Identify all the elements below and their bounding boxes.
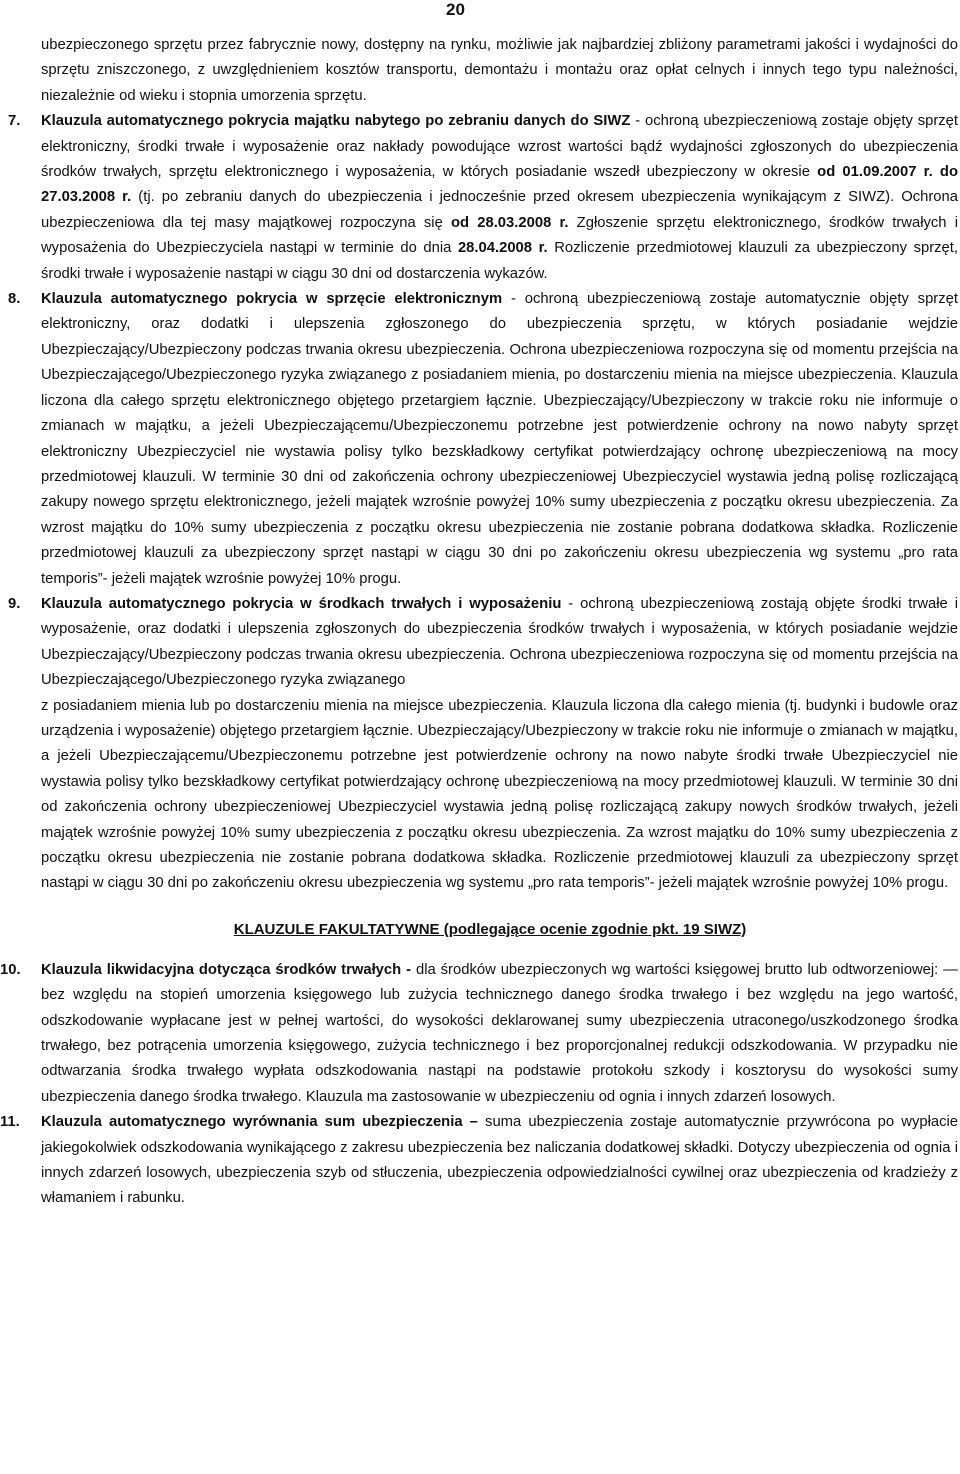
clause-text-continued: z posiadaniem mienia lub po dostarczeniu mienia na miejsce ubezpieczenia. Klauzula liczona dla całego mienia (tj. budynki i budowle oraz urządzenia i wyposażenie) objętego przetargiem łącznie. Ubezpieczający/Ubezpieczony w trakcie roku nie informuje o zmianach w majątku, a jeżeli Ubezpieczającemu/Ubezpieczonemu potrzebne jest potwierdzenie ochrony na nowo nabyte środki trwałe Ubezpieczyciel nie wystawia polisy tylko bezskładkowy certyfikat potwierdzający ochronę ubezpieczeniową na mocy przedmiotowej klauzuli. W terminie 30 dni od zakończenia ochrony ubezpieczeniowej Ubezpieczyciel wystawia jedną polisę rozliczającą zakupy nowych środków trwałych, jeżeli majątek wzrośnie powyżej 10% sumy ubezpieczenia z początku okresu ubezpieczenia. Za wzrost majątku do 10% sumy ubezpieczenia z początku okresu ubezpieczenia nie zostanie pobrana dodatkowa składka. Rozliczenie przedmiotowej klauzuli za ubezpieczony sprzęt nastąpi w ciągu 30 dni po zakończeniu okresu ubezpieczenia wg systemu „pro rata temporis”- jeżeli majątek wzrośnie powyżej 10% progu.	[41, 697, 958, 892]
clause-number: 9.	[8, 595, 21, 612]
clause-title: Klauzula automatycznego pokrycia majątku nabytego po zebraniu danych do SIWZ	[41, 113, 631, 130]
clause-number: 11.	[0, 1114, 20, 1131]
clause-7	[0, 109, 960, 287]
clause-text: (tj. po zebraniu danych do ubezpieczenia i jednocześnie przed okresem ubezpieczenia wynikającym z SIWZ). Ochrona ubezpieczeniowa dla tej masy majątkowej rozpoczyna się	[41, 189, 958, 231]
clause-number: 10.	[0, 961, 21, 978]
clause-number: 7.	[8, 113, 21, 130]
clause-9	[0, 592, 960, 897]
section-title: KLAUZULE FAKULTATYWNE (podlegające ocenie zgodnie pkt. 19 SIWZ)	[233, 920, 747, 938]
clause-title: Klauzula automatycznego wyrównania sum ubezpieczenia –	[41, 1114, 478, 1131]
page-number: 20	[446, 0, 465, 19]
clause-date: od 01.09.2007 r. do 27.03.2008 r.	[41, 164, 958, 206]
clause-text: Zgłoszenie sprzętu elektronicznego, środków trwałych i wyposażenia do Ubezpieczyciela nastąpi w terminie do dnia	[41, 214, 958, 257]
clause-8	[0, 287, 960, 592]
clause-text: Rozliczenie przedmiotowej klauzuli za ubezpieczony sprzęt, środki trwałe i wyposażenie nastąpi w ciągu 30 dni od dostarczenia wykazów.	[41, 240, 958, 282]
clause-title: Klauzula likwidacyjna dotycząca środków trwałych -	[41, 961, 412, 978]
clause-11	[0, 1110, 960, 1212]
clause-number: 8.	[8, 291, 21, 308]
clause-date: 28.04.2008 r.	[457, 240, 548, 257]
intro-paragraph: ubezpieczonego sprzętu przez fabrycznie nowy, dostępny na rynku, możliwie jak najbardziej zbliżony parametrami jakości i wydajności do sprzętu zniszczonego, z uwzględnieniem kosztów transportu, demontażu i montażu oraz opłat celnych i innych tego typu należności, niezależnie od wieku i stopnia umorzenia sprzętu.	[41, 37, 958, 104]
clause-date: od 28.03.2008 r.	[451, 214, 569, 231]
clause-text: dla środków ubezpieczonych wg wartości księgowej brutto lub odtworzeniowej: — bez względu na stopień umorzenia księgowego lub zużycia technicznego danego środka trwałego i bez względu na jego wartość, odszkodowanie wypłacane jest w pełnej wartości, do wysokości deklarowanej sumy ubezpieczenia utraconego/uszkodzonego środka trwałego, bez potrącenia umorzenia księgowego, zużycia technicznego i bez proporcjonalnej redukcji odszkodowania. W przypadku nie odtwarzania środka trwałego wypłata odszkodowania nastąpi na podstawie protokołu szkody i kosztorysu do wysokości sumy ubezpieczenia danego środka trwałego. Klauzula ma zastosowanie w ubezpieczeniu od ognia i innych zdarzeń losowych.	[41, 961, 958, 1105]
clause-title: Klauzula automatycznego pokrycia w środkach trwałych i wyposażeniu	[41, 595, 562, 612]
clause-text: - ochroną ubezpieczeniową zostaje automatycznie objęty sprzęt elektroniczny, oraz dodatki i ulepszenia zgłoszonego do ubezpieczenia sprzętu, w których posiadanie wejdzie Ubezpieczający/Ubezpieczony podczas trwania okresu ubezpieczenia. Ochrona ubezpieczeniowa rozpoczyna się od momentu przejścia na Ubezpieczającego/Ubezpieczonego ryzyka związanego z posiadaniem mienia, po dostarczeniu mienia na miejsce ubezpieczenia. Klauzula liczona dla całego sprzętu elektronicznego objętego przetargiem łącznie. Ubezpieczający/Ubezpieczony w trakcie roku nie informuje o zmianach w majątku, a jeżeli Ubezpieczającemu/Ubezpieczonemu potrzebne jest potwierdzenie ochrony na nowo nabyty sprzęt elektroniczny Ubezpieczyciel nie wystawia polisy tylko bezskładkowy certyfikat potwierdzający ochronę ubezpieczeniową na mocy przedmiotowej klauzuli. W terminie 30 dni od zakończenia ochrony ubezpieczeniowej Ubezpieczyciel wystawia jedną polisę rozliczającą zakupy nowego sprzętu elektronicznego, jeżeli majątek wzrośnie powyżej 10% sumy ubezpieczenia z początku okresu ubezpieczenia. Za wzrost majątku do 10% sumy ubezpieczenia z początku okresu ubezpieczenia nie zostanie pobrana dodatkowa składka. Rozliczenie przedmiotowej klauzuli za ubezpieczony sprzęt nastąpi w ciągu 30 dni po zakończeniu okresu ubezpieczenia wg systemu „pro rata temporis”- jeżeli majątek wzrośnie powyżej 10% progu.	[41, 291, 958, 587]
clause-text: - ochroną ubezpieczeniową zostaje objęty sprzęt elektroniczny, środki trwałe i wyposażenie oraz nakłady powodujące wzrost wartości bądź wydajności zgłoszonych do ubezpieczenia środków trwałych, sprzętu elektronicznego i wyposażenia, w których posiadanie wszedł ubezpieczony w okresie	[41, 113, 958, 181]
clause-text: - ochroną ubezpieczeniową zostają objęte środki trwałe i wyposażenie, oraz dodatki i ulepszenia zgłoszonych do ubezpieczenia środków trwałych i wyposażenia, w których posiadanie wejdzie Ubezpieczający/Ubezpieczony podczas trwania okresu ubezpieczenia. Ochrona ubezpieczeniowa rozpoczyna się od momentu przejścia na Ubezpieczającego/Ubezpieczonego ryzyka związanego	[41, 595, 958, 689]
clause-10	[0, 958, 960, 1110]
document-body	[0, 33, 960, 1212]
clause-title: Klauzula automatycznego pokrycia w sprzęcie elektronicznym	[41, 291, 503, 308]
clause-text: suma ubezpieczenia zostaje automatycznie przywrócona po wypłacie jakiegokolwiek odszkodowania wynikającego z zakresu ubezpieczenia bez naliczania dodatkowej składki. Dotyczy ubezpieczenia od ognia i innych zdarzeń losowych, ubezpieczenia szyb od stłuczenia, ubezpieczenia odpowiedzialności cywilnej oraz ubezpieczenia od kradzieży z włamaniem i rabunku.	[41, 1114, 959, 1207]
